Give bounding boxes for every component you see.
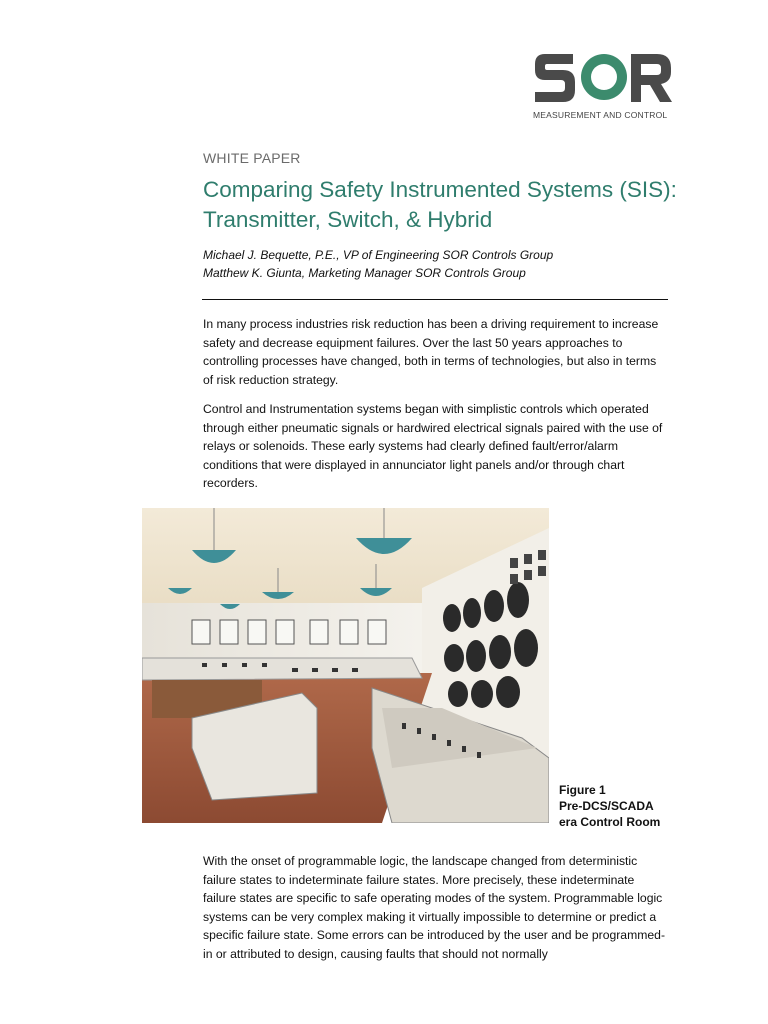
title-line-2: Transmitter, Switch, & Hybrid (203, 207, 493, 232)
author-1: Michael J. Bequette, P.E., VP of Engineering SOR Controls Group (203, 248, 554, 262)
control-room-photo (142, 508, 549, 823)
figure-label: Figure 1 (559, 783, 606, 797)
sor-logo-wordmark (533, 46, 673, 108)
control-room-illustration (142, 508, 549, 823)
figure-caption-line-2: era Control Room (559, 815, 661, 829)
figure-caption (559, 782, 679, 830)
body-paragraph-3: With the onset of programmable logic, the landscape changed from deterministic failure states to indeterminate failure states. More precisely, these indeterminate failure states are specific to safe operating modes of the system. Programmable logic systems can be very complex making it virtually impossible to determine or predict a specific failure state. Some errors can be introduced by the user and be programmed-in or attributed to design, causing faults that should not normally (203, 854, 666, 961)
company-logo (533, 46, 673, 124)
body-paragraph-2: Control and Instrumentation systems began with simplistic controls which operated through either pneumatic signals or hardwired electrical signals paired with the use of relays or solenoids. These early systems had clearly defined fault/error/alarm conditions that were displayed in annunciator light panels and/or through chart recorders. (203, 402, 663, 491)
author-2: Matthew K. Giunta, Marketing Manager SOR Controls Group (203, 266, 526, 280)
body-paragraph-1: In many process industries risk reduction has been a driving requirement to increase safety and decrease equipment failures. Over the last 50 years approaches to controlling processes have changed, both in terms of technologies, but also in terms of risk reduction strategy. (203, 317, 659, 387)
document-title (203, 175, 683, 235)
document-type-label: WHITE PAPER (203, 150, 301, 166)
figure-caption-line-1: Pre-DCS/SCADA (559, 799, 654, 813)
logo-tagline: MEASUREMENT AND CONTROL (533, 110, 668, 120)
header-divider (202, 299, 668, 300)
title-line-1: Comparing Safety Instrumented Systems (SIS): (203, 177, 677, 202)
author-list (203, 246, 673, 282)
